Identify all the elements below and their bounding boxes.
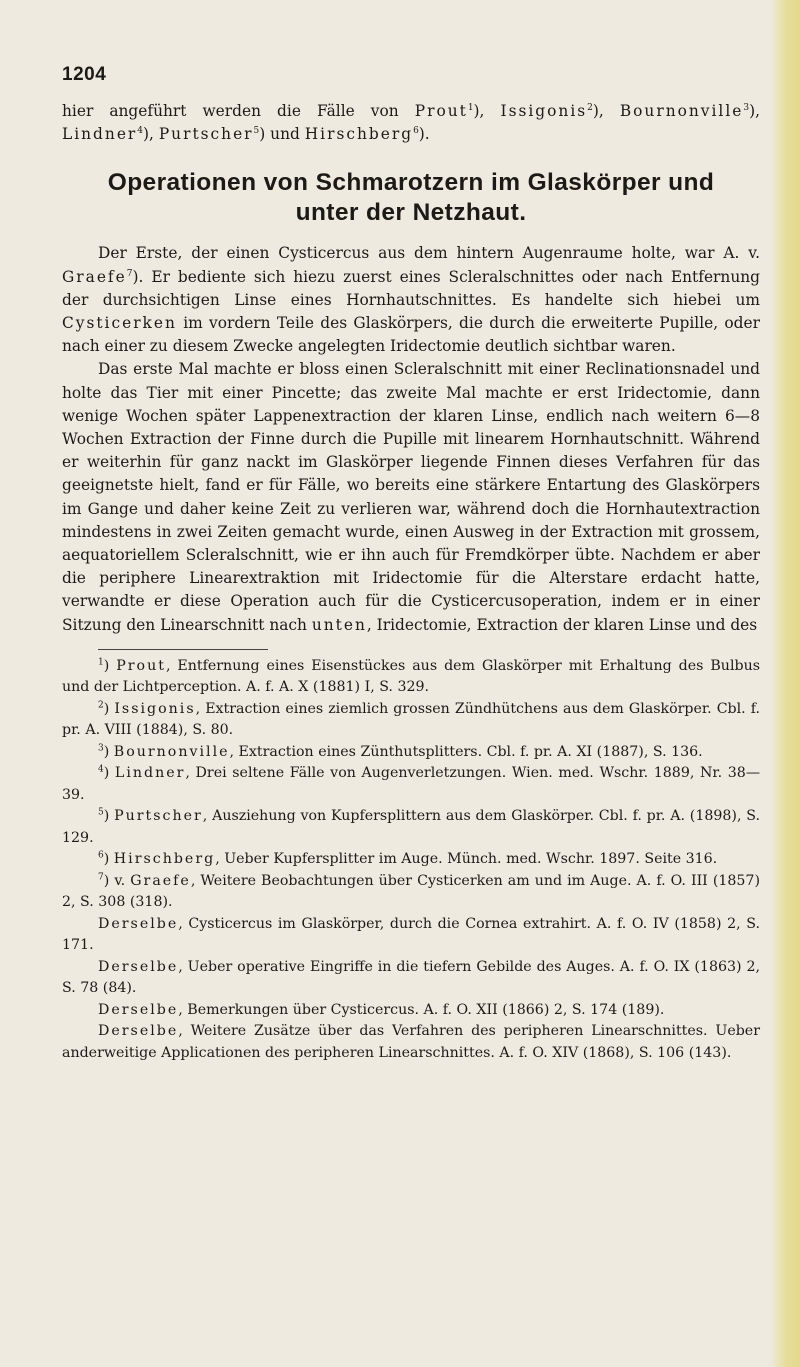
reference-separator: ), (592, 102, 620, 120)
footnote-author: Purtscher (114, 808, 203, 825)
footnote-text: , Ausziehung von Kupfersplittern aus dem Glaskörper. Cbl. f. pr. A. (1898), S. 129. (62, 808, 761, 846)
footnote: $^7$) v. Graefe, Weitere Beobachtungen über Cysticerken am und im Auge. A. f. O. III (1857) 2, S. 308 (318). (62, 872, 760, 911)
author-name: Lindner (62, 125, 138, 144)
footnote-text: , Entfernung eines Eisenstückes aus dem Glaskörper mit Erhaltung des Bulbus und der Lichtperception. A. f. A. X (1881) I, S. 329. (62, 657, 760, 696)
footnote-author: Lindner (114, 765, 186, 782)
footnote-author: Hirschberg (113, 851, 216, 868)
footnote-number: 2 (98, 700, 104, 711)
footnote-author: Derselbe (98, 958, 179, 975)
heading-line-1: Operationen von Schmarotzern im Glaskörper und (107, 169, 715, 197)
paragraph-1-text-a: Der Erste, der einen Cysticercus aus dem hintern Augenraume holte, war A. v. (98, 244, 760, 263)
footnote-mark: 3 (743, 102, 750, 113)
footnote-mark: 1 (467, 102, 474, 113)
footnote-text: , Extraction eines ziemlich grossen Zündhütchens aus dem Glaskörper. Cbl. f. pr. A. VIII (1884), S. 80. (62, 700, 760, 739)
footnote: $^4$) Lindner, Drei seltene Fälle von Augenverletzungen. Wien. med. Wschr. 1889, Nr. 38—39. (62, 764, 761, 803)
paragraph-1-text-c: im vordern Teile des Glaskörpers, die durch die erweiterte Pupille, oder nach einer zu diesem Zwecke angelegten Iridectomie deutlich sichtbar waren. (62, 314, 760, 356)
footnote-number: 7 (98, 872, 104, 883)
reference-separator: ). (418, 125, 430, 144)
footnote-author: Derselbe (98, 1001, 179, 1018)
footnote: $^5$) Purtscher, Ausziehung von Kupfersplittern aus dem Glaskörper. Cbl. f. pr. A. (1898), S. 129. (62, 807, 761, 846)
page-number: 1204 (62, 64, 107, 85)
paragraph-1 (62, 242, 760, 358)
paragraph-1-text-b: ). Er bediente sich hiezu zuerst eines Scleralschnittes oder nach Entfernung der durchsichtigen Linse eines Hornhautschnittes. Es handelte sich hiebei um (62, 267, 760, 309)
footnote-text: , Drei seltene Fälle von Augenverletzungen. Wien. med. Wschr. 1889, Nr. 38—39. (62, 765, 761, 803)
footnote-number: 5 (98, 807, 104, 818)
author-name: Hirschberg (304, 125, 414, 144)
reference-separator: ), (473, 102, 501, 120)
footnote-text: , Bemerkungen über Cysticercus. A. f. O. XII (1866) 2, S. 174 (189). (178, 1001, 665, 1018)
footnote (62, 1021, 760, 1064)
intro-paragraph (62, 100, 760, 146)
footnote: $^1$) Prout, Entfernung eines Eisenstückes aus dem Glaskörper mit Erhaltung des Bulbus und der Lichtperception. A. f. A. X (1881) I, S. 329. (62, 657, 760, 696)
footnote-text: , Extraction eines Zünthutsplitters. Cbl. f. pr. A. XI (1887), S. 136. (229, 743, 703, 760)
footnote-author: Graefe (130, 872, 191, 889)
footnote-mark: 5 (253, 126, 260, 137)
footnote: $^3$) Bournonville, Extraction eines Zünthutsplitters. Cbl. f. pr. A. XI (1887), S. 136. (98, 743, 703, 760)
footnote-text: , Ueber Kupfersplitter im Auge. Münch. med. Wschr. 1897. Seite 316. (215, 851, 718, 868)
author-name: Issigonis (500, 102, 588, 120)
footnote: $^6$) Hirschberg, Ueber Kupfersplitter im Auge. Münch. med. Wschr. 1897. Seite 316. (98, 850, 718, 868)
page-edge (770, 0, 800, 1367)
section-heading (62, 168, 760, 228)
paragraph-2 (62, 358, 760, 636)
footnote-text: , Weitere Beobachtungen über Cysticerken am und im Auge. A. f. O. III (1857) 2, S. 308 (318). (62, 872, 760, 911)
reference-separator: ), (749, 102, 760, 120)
footnote-author: Prout (116, 657, 166, 674)
footnote-author: Issigonis (114, 700, 196, 717)
author-name: Purtscher (158, 125, 254, 144)
paragraph-2-text-b: , Iridectomie, Extraction der klaren Linse und des (366, 615, 758, 634)
book-page (62, 56, 760, 1064)
footnote-prefix: v. (114, 872, 131, 889)
intro-lead: hier angeführt werden die Fälle von (62, 102, 399, 120)
author-name: Graefe (62, 267, 127, 286)
footnote-mark: 7 (126, 268, 133, 279)
footnotes (62, 656, 760, 1065)
footnote-number: 6 (98, 850, 104, 861)
paragraph-2-text-a: Das erste Mal machte er bloss einen Scleralschnitt mit einer Reclinationsnadel und holte das Tier mit einer Pincette; das zweite Mal machte er erst Iridectomie, dann wenige Wochen später Lappenextraction der klaren Linse, endlich nach weitern 6—8 Wochen Extraction der Finne durch die Pupille mit linearem Hornhautschnitt. Während er weiterhin für ganz nackt im Glaskörper liegende Finnen dieses Verfahren für das geeignetste hielt, fand er für Fälle, wo bereits eine stärkere Entartung des Glaskörpers im Gange und daher keine Zeit zu verlieren war, während doch die Hornhautextraction mindestens in zwei Zeiten gemacht wurde, einen Ausweg in der Extraction mit grossem, aequatoriellem Scleralschnitt, wie er ihn auch für Fremdkörper übte. Nachdem er aber die periphere Linearextraktion mit Iridectomie für die Alterstare erdacht hatte, verwandte er diese Operation auch für die Cysticercusoperation, indem er in einer Sitzung den Linearschnitt nach (62, 360, 760, 634)
footnote-text: , Ueber operative Eingriffe in die tiefern Gebilde des Auges. A. f. O. IX (1863) 2, S. 78 (84). (62, 958, 760, 997)
footnote-author: Derselbe (98, 915, 179, 932)
footnote (62, 957, 760, 1000)
footnote-number: 4 (98, 764, 104, 775)
footnote: $^2$) Issigonis, Extraction eines ziemlich grossen Zündhütchens aus dem Glaskörper. Cbl. f. pr. A. VIII (1884), S. 80. (62, 700, 760, 739)
reference-separator: ), (143, 125, 159, 144)
footnote-mark: 2 (587, 102, 593, 113)
footnote (62, 1000, 760, 1022)
footnote-number: 1 (98, 657, 104, 668)
author-name: Prout (414, 102, 468, 120)
heading-line-2: unter der Netzhaut. (295, 199, 527, 227)
footnote (62, 914, 760, 957)
author-name: Bournonville (619, 102, 744, 120)
emphasis: Cysticerken (62, 314, 177, 333)
footnote-mark: 4 (137, 126, 144, 137)
footnote-mark: 6 (413, 126, 419, 137)
footnote-author: Derselbe (98, 1023, 179, 1040)
footnote-text: , Cysticercus im Glaskörper, durch die Cornea extrahirt. A. f. O. IV (1858) 2, S. 171. (62, 915, 760, 954)
footnote-author: Bournonville (113, 743, 230, 760)
footnote-text: , Weitere Zusätze über das Verfahren des peripheren Linearschnittes. Ueber anderweitige Applicationen des peripheren Linearschnittes. A. f. O. XIV (1868), S. 106 (143). (62, 1023, 760, 1061)
footnote-divider (98, 649, 268, 650)
footnote-number: 3 (98, 743, 104, 754)
reference-separator: ) und (259, 125, 305, 144)
emphasis: unten (311, 615, 367, 634)
